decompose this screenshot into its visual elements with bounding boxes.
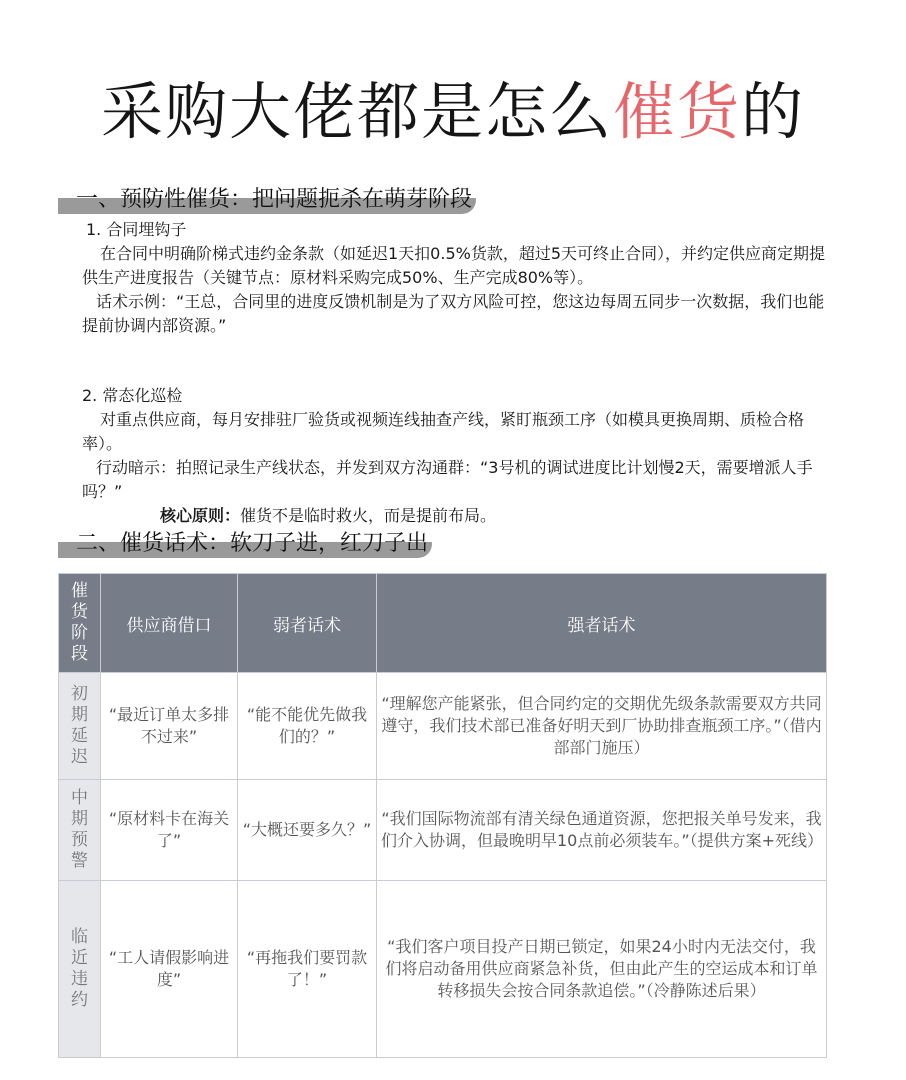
cell-excuse: “最近订单太多排不过来” [101, 673, 238, 780]
talk-table [58, 573, 827, 1058]
header-weak: 弱者话术 [238, 574, 377, 673]
table-row [59, 780, 827, 881]
cell-weak: “能不能优先做我们的？” [238, 673, 377, 780]
header-stage: 催货阶段 [59, 574, 101, 673]
cell-weak: “大概还要多久？” [238, 780, 377, 881]
cell-excuse: “原材料卡在海关了” [101, 780, 238, 881]
cell-strong: “理解您产能紧张，但合同约定的交期优先级条款需要双方共同遵守，我们技术部已准备好明天到厂协助排查瓶颈工序。”（借内部部门施压） [377, 673, 827, 780]
cell-stage: 临近违约 [59, 881, 101, 1058]
cell-stage: 初期延迟 [59, 673, 101, 780]
cell-strong: “我们国际物流部有清关绿色通道资源，您把报关单号发来，我们介入协调，但最晚明早10点前必须装车。”（提供方案+死线） [377, 780, 827, 881]
header-strong: 强者话术 [377, 574, 827, 673]
cell-excuse: “工人请假影响进度” [101, 881, 238, 1058]
item-inspection-script: 行动暗示：拍照记录生产线状态，并发到双方沟通群：“3号机的调试进度比计划慢2天，需要增派人手吗？” [82, 458, 813, 501]
item-inspection-body: 对重点供应商，每月安排驻厂验货或视频连线抽查产线，紧盯瓶颈工序（如模具更换周期、质检合格率）。 [82, 410, 805, 453]
table-row [59, 673, 827, 780]
page-title [0, 72, 906, 152]
table-header-row [59, 574, 827, 673]
title-suffix: 的 [741, 75, 806, 148]
cell-stage: 中期预警 [59, 780, 101, 881]
core-principle-label: 核心原则： [160, 506, 241, 525]
section-inspection-body [82, 384, 828, 528]
section-heading-prevention: 一、预防性催货：把问题扼杀在萌芽阶段 [58, 186, 476, 214]
title-highlight: 催货 [612, 75, 741, 148]
section-prevention-body [82, 218, 828, 338]
cell-strong: “我们客户项目投产日期已锁定，如果24小时内无法交付，我们将启动备用供应商紧急补货，但由此产生的空运成本和订单转移损失会按合同条款追偿。”（冷静陈述后果） [377, 881, 827, 1058]
header-excuse: 供应商借口 [101, 574, 238, 673]
core-principle [82, 504, 828, 528]
item-contract-script: 话术示例：“王总，合同里的进度反馈机制是为了双方风险可控，您这边每周五同步一次数据，我们也能提前协调内部资源。” [82, 292, 825, 335]
table-row [59, 881, 827, 1058]
item-inspection-title: 2. 常态化巡检 [82, 386, 183, 405]
section-heading-scripts: 二、催货话术：软刀子进，红刀子出 [58, 530, 432, 558]
item-contract-body: 在合同中明确阶梯式违约金条款（如延迟1天扣0.5%货款，超过5天可终止合同），并约定供应商定期提供生产进度报告（关键节点：原材料采购完成50%、生产完成80%等）。 [82, 244, 826, 287]
item-contract-title: 1. 合同埋钩子 [86, 220, 187, 239]
title-prefix: 采购大佬都是怎么 [100, 75, 613, 148]
core-principle-text: 催货不是临时救火，而是提前布局。 [240, 506, 497, 525]
cell-weak: “再拖我们要罚款了！” [238, 881, 377, 1058]
